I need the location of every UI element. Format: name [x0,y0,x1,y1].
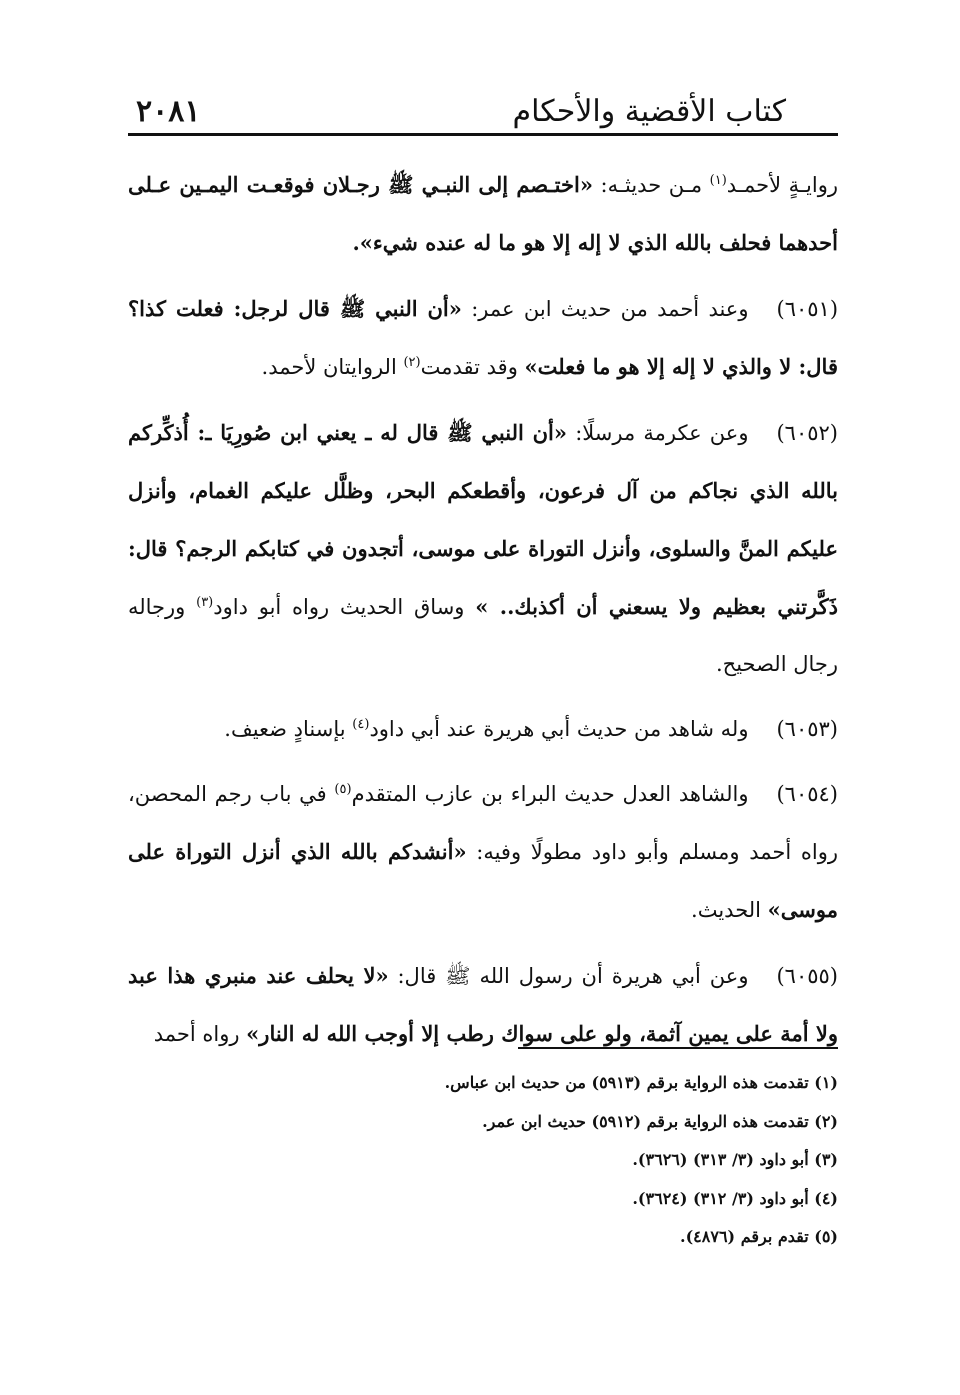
paragraph-text: وله شاهد من حديث أبي هريرة عند أبي داود [369,717,749,741]
paragraph-text: الروايتان لأحمد. [261,355,404,379]
page-header [128,92,838,132]
footnote-1: (١) تقدمت هذه الرواية برقم (٥٩١٣) من حديث ابن عباس. [444,1073,838,1092]
footnote-2: (٢) تقدمت هذه الرواية برقم (٥٩١٢) حديث ابن عمر. [482,1111,838,1131]
hadith-quote: «أن النبي ﷺ قال له ـ يعني ابن صُورِيَا ـ: أُذكِّركم بالله الذي نجاكم من آل فرعون، وأقطعكم البحر، وظلَّل عليكم الغمام، وأنزل عليكم المنَّ والسلوى، وأنزل التوراة على موسى، أتجدون في كتابكم الرجم؟ قال: ذَكَّرتني بعظيم ولا يسعني أن أكذبك.. » [128,420,838,619]
paragraph-text: وساق الحديث رواه أبو داود [213,595,476,619]
hadith-number: (٦٠٥١) [776,297,839,321]
hadith-paragraph-6052 [128,404,838,693]
running-title: كتاب الأقضية والأحكام [512,94,786,129]
paragraph-text: وعن أبي هريرة أن رسول الله ﷺ قال: [388,964,749,988]
hadith-paragraph-6051 [128,280,838,396]
footnote-ref: (٣) [196,595,214,610]
footnotes [128,1064,838,1257]
main-text [128,156,838,1071]
hadith-number: (٦٠٥٣) [776,717,838,741]
paragraph-text: بإسنادٍ ضعيف. [224,717,353,741]
paragraph-text: روايـةٍ لأحمـد [726,173,838,197]
hadith-quote: «اختـصم إلى النبـي ﷺ رجـلان فوقعـت اليمـين عـلى أحدهما فحلف بالله الذي لا إله إلا هو ما له عنده شيء». [128,172,838,255]
paragraph-text: رواه أحمد [153,1022,247,1046]
paragraph-continuation [128,156,838,272]
paragraph-text: وقد تقدمت [420,355,525,379]
hadith-quote: «أنشدكم بالله الذي أنزل التوراة على موسى» [128,839,838,922]
paragraph-text: ورجاله رجال الصحيح. [128,595,838,676]
hadith-paragraph-6054 [128,766,838,939]
header-rule [128,133,838,136]
footnote-4: (٤) أبو داود (٣/ ٣١٢) (٣٦٢٤). [632,1188,838,1208]
hadith-number: (٦٠٥٢) [776,421,838,445]
hadith-paragraph-6053 [128,701,838,758]
page-number: ٢٠٨١ [136,94,201,129]
paragraph-text: والشاهد العدل حديث البراء بن عازب المتقدم [351,782,749,806]
hadith-quote: «أن النبي ﷺ قال لرجل: فعلت كذا؟ قال: لا والذي لا إله إلا هو ما فعلت» [128,296,838,379]
footnote-ref: (٢) [403,355,421,370]
footnote-ref: (٤) [352,717,370,732]
paragraph-text: الحديث. [691,898,768,922]
footnote-rule [518,1047,838,1049]
paragraph-text: وعند أحمد من حديث ابن عمر: [461,297,749,321]
paragraph-text: مـن حديثـه: [592,173,710,197]
hadith-number: (٦٠٥٤) [776,782,838,806]
footnote-ref: (١) [709,173,727,188]
hadith-paragraph-6055 [128,947,838,1063]
hadith-number: (٦٠٥٥) [776,964,838,988]
hadith-quote: «لا يحلف عند منبري هذا عبد ولا أمة على يمين آثمة، ولو على سواك رطب إلا أوجب الله له النار» [128,963,838,1046]
paragraph-text: وعن عكرمة مرسلًا: [567,421,749,445]
footnote-ref: (٥) [334,782,352,797]
footnote-5: (٥) تقدم برقم (٤٨٧٦). [680,1227,838,1246]
paragraph-text: في باب رجم المحصن، رواه أحمد ومسلم وأبو داود مطولًا وفيه: [128,782,838,864]
footnote-3: (٣) أبو داود (٣/ ٣١٣) (٣٦٢٦). [632,1150,838,1169]
